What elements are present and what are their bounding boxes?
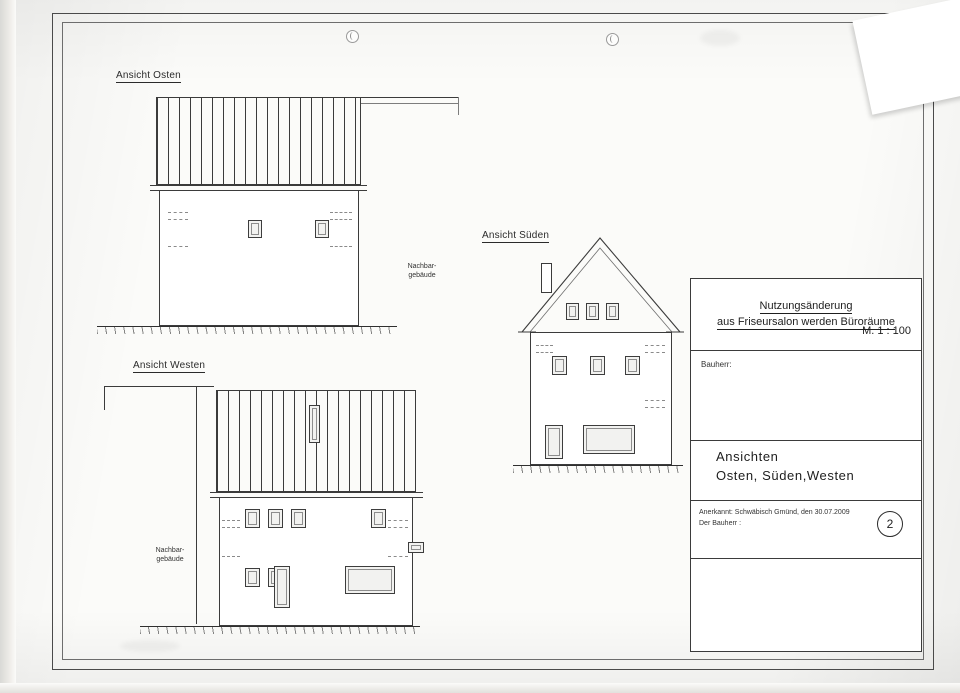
- view-label-south: Ansicht Süden: [482, 230, 550, 241]
- west-level-line-right2: [388, 527, 408, 528]
- east-fascia: [150, 185, 367, 186]
- south-window-1: [552, 356, 567, 375]
- east-eaves-line: [361, 97, 458, 98]
- note-neighbour-line1: Nachbar-: [407, 263, 437, 270]
- south-window-2: [590, 356, 605, 375]
- west-neighbour-wall-right: [196, 386, 197, 624]
- west-wall-detail-symbol: [408, 542, 424, 553]
- west-level-line-right3: [388, 556, 408, 557]
- sheet-title-line1: Ansichten: [716, 449, 779, 464]
- sheet-number-badge: 2: [877, 511, 903, 537]
- sheet-title-line2: Osten, Süden,Westen: [716, 468, 855, 483]
- east-level-line-left: [168, 212, 188, 213]
- south-attic-window-2: [586, 303, 599, 320]
- title-block-project: [691, 279, 921, 351]
- east-eaves-line-lower: [361, 103, 458, 104]
- south-window-3: [625, 356, 640, 375]
- view-label-east: Ansicht Osten: [116, 70, 181, 81]
- east-right-edge: [458, 97, 459, 115]
- east-level-line-left3: [168, 246, 188, 247]
- note-neighbour-building-east: [392, 263, 452, 281]
- east-level-line-left2: [168, 219, 188, 220]
- project-title-line1: Nutzungsänderung: [759, 299, 853, 312]
- scan-edge-left: [0, 0, 16, 693]
- south-level-line-right2: [645, 352, 665, 353]
- east-window-2: [315, 220, 329, 238]
- east-window-1: [248, 220, 262, 238]
- west-roof-dormer-window: [309, 405, 320, 443]
- drawing-scale: M. 1 : 100: [862, 325, 911, 337]
- east-ground-hatch: [97, 327, 397, 334]
- title-block-client: [691, 351, 921, 441]
- west-neighbour-wall-left: [104, 386, 105, 410]
- note-neighbour-line2: gebäude: [408, 271, 436, 279]
- south-attic-window-1: [566, 303, 579, 320]
- west-window-3: [291, 509, 306, 528]
- east-level-line-right3: [330, 246, 352, 247]
- south-level-line-right3: [645, 400, 665, 401]
- east-level-line-right: [330, 212, 352, 213]
- west-level-line-left1: [222, 520, 240, 521]
- east-roof: [156, 97, 361, 185]
- approval-line1: Anerkannt: Schwäbisch Gmünd, den 30.07.2009: [699, 509, 850, 516]
- west-large-window: [345, 566, 395, 594]
- south-ground-hatch: [513, 466, 683, 473]
- west-fascia: [210, 492, 423, 493]
- west-ground-window-1: [245, 568, 260, 587]
- folded-page-corner: [852, 0, 960, 115]
- west-level-line-left3: [222, 556, 240, 557]
- west-window-4: [371, 509, 386, 528]
- scan-edge-bottom: [0, 683, 960, 693]
- client-caption: Bauherr:: [701, 360, 732, 369]
- note-neighbour-building-west: [140, 547, 200, 565]
- note-neighbour-west-line1: Nachbar-: [155, 547, 185, 554]
- south-level-line-left2: [536, 352, 553, 353]
- south-attic-window-3: [606, 303, 619, 320]
- west-window-1: [245, 509, 260, 528]
- view-label-west: Ansicht Westen: [133, 360, 206, 371]
- title-block-sheet-title: [691, 441, 921, 501]
- south-entrance-door: [545, 425, 563, 459]
- west-ground-hatch: [140, 627, 420, 634]
- south-level-line-right4: [645, 407, 665, 408]
- approval-line2: Der Bauherr :: [699, 520, 742, 527]
- punch-hole: [346, 30, 359, 43]
- west-level-line-right1: [388, 520, 408, 521]
- title-block: [690, 278, 922, 652]
- south-level-line-left1: [536, 345, 553, 346]
- west-neighbour-roofline: [104, 386, 214, 387]
- east-level-line-right2: [330, 219, 352, 220]
- south-large-window: [583, 425, 635, 454]
- south-chimney: [541, 263, 552, 293]
- punch-hole: [606, 33, 619, 46]
- west-entrance-door: [274, 566, 290, 608]
- west-level-line-left2: [222, 527, 240, 528]
- south-level-line-right1: [645, 345, 665, 346]
- west-window-2: [268, 509, 283, 528]
- east-wall: [159, 190, 359, 326]
- project-title-line2: aus Friseursalon werden Büroräume: [717, 315, 895, 328]
- note-neighbour-west-line2: gebäude: [156, 555, 184, 563]
